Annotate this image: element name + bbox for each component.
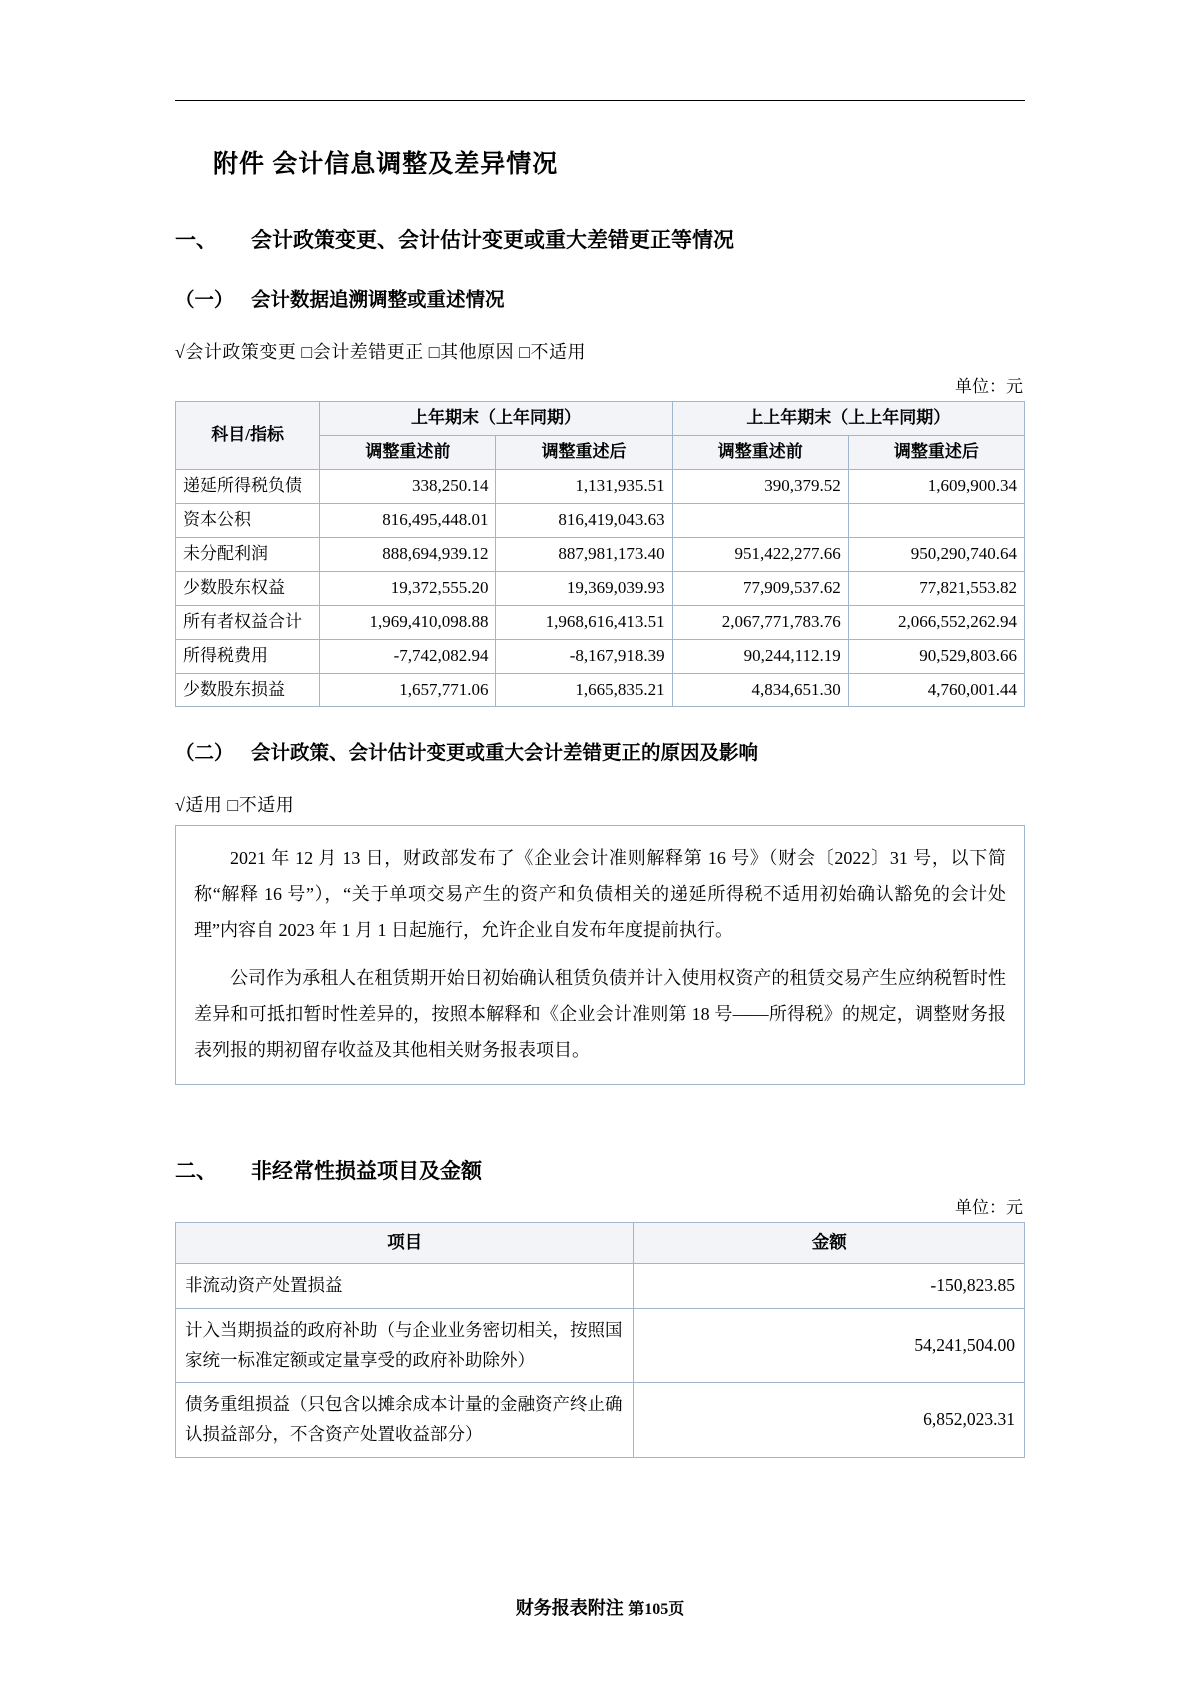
section-1-heading <box>175 224 1025 254</box>
row-value: 4,834,651.30 <box>672 673 848 707</box>
th-after-1: 调整重述后 <box>496 435 672 469</box>
table-2-unit: 单位：元 <box>955 1198 1023 1218</box>
table-row <box>176 1264 1025 1309</box>
subsection-1-1-title: 会计数据追溯调整或重述情况 <box>251 290 505 311</box>
row-value <box>672 503 848 537</box>
table-row <box>176 537 1025 571</box>
row-label: 资本公积 <box>176 503 320 537</box>
row-value: 4,760,001.44 <box>848 673 1024 707</box>
table-header-row-group <box>176 402 1025 436</box>
row-value: -7,742,082.94 <box>320 639 496 673</box>
row-value: 1,665,835.21 <box>496 673 672 707</box>
table-header-row <box>176 1223 1025 1264</box>
page-title: 附件 会计信息调整及差异情况 <box>213 151 559 178</box>
explanation-box <box>175 825 1025 1085</box>
row-value: 888,694,939.12 <box>320 537 496 571</box>
row-label: 少数股东损益 <box>176 673 320 707</box>
th-item: 科目/指标 <box>176 402 320 470</box>
row-value: 1,609,900.34 <box>848 469 1024 503</box>
th-amount: 金额 <box>634 1223 1025 1264</box>
row-label: 递延所得税负债 <box>176 469 320 503</box>
page-content <box>175 0 1025 1458</box>
table-row <box>176 605 1025 639</box>
section-1-number: 一、 <box>175 228 217 252</box>
section-2-number: 二、 <box>175 1159 217 1184</box>
row-value <box>848 503 1024 537</box>
row-label: 所得税费用 <box>176 639 320 673</box>
section-1-title: 会计政策变更、会计估计变更或重大差错更正等情况 <box>251 228 734 252</box>
footer-label: 财务报表附注 <box>515 1598 624 1618</box>
row-value: 1,969,410,098.88 <box>320 605 496 639</box>
row-value: 1,131,935.51 <box>496 469 672 503</box>
row-value: 390,379.52 <box>672 469 848 503</box>
row-amount: 54,241,504.00 <box>634 1308 1025 1383</box>
table-row <box>176 503 1025 537</box>
row-value: 950,290,740.64 <box>848 537 1024 571</box>
th-item: 项目 <box>176 1223 634 1264</box>
row-label: 未分配利润 <box>176 537 320 571</box>
section-2-heading <box>175 1155 1025 1185</box>
th-group-last-year: 上年期末（上年同期） <box>320 402 672 436</box>
table-row <box>176 469 1025 503</box>
page-footer <box>0 1594 1200 1620</box>
row-value: 90,529,803.66 <box>848 639 1024 673</box>
row-value: 338,250.14 <box>320 469 496 503</box>
table-1-unit: 单位：元 <box>955 377 1023 396</box>
row-value: 816,495,448.01 <box>320 503 496 537</box>
subsection-1-1-number: （一） <box>175 290 234 311</box>
section-2 <box>175 1155 1025 1458</box>
table-row <box>176 571 1025 605</box>
row-value: 19,369,039.93 <box>496 571 672 605</box>
table-row <box>176 639 1025 673</box>
row-value: 1,657,771.06 <box>320 673 496 707</box>
row-value: 816,419,043.63 <box>496 503 672 537</box>
table-row <box>176 1383 1025 1458</box>
row-label: 所有者权益合计 <box>176 605 320 639</box>
th-group-year-before-last: 上上年期末（上上年同期） <box>672 402 1024 436</box>
explanation-paragraph-2: 公司作为承租人在租赁期开始日初始确认租赁负债并计入使用权资产的租赁交易产生应纳税暂时性差异和可抵扣暂时性差异的，按照本解释和《企业会计准则第 18 号——所得税》的规定，调整财务报表列报的期初留存收益及其他相关财务报表项目。 <box>194 968 1006 1061</box>
row-value: 887,981,173.40 <box>496 537 672 571</box>
row-amount: -150,823.85 <box>634 1264 1025 1309</box>
subsection-1-1-heading <box>175 284 1025 312</box>
subsection-1-2-title: 会计政策、会计估计变更或重大会计差错更正的原因及影响 <box>251 743 759 765</box>
row-value: 1,968,616,413.51 <box>496 605 672 639</box>
row-value: 2,067,771,783.76 <box>672 605 848 639</box>
explanation-paragraph-1: 2021 年 12 月 13 日，财政部发布了《企业会计准则解释第 16 号》（财会〔2022〕31 号，以下简称“解释 16 号”），“关于单项交易产生的资产和负债相关的递延所得税不适用初始确认豁免的会计处理”内容自 2023 年 1 月 1 日起施行，允许企业自发布年度提前执行。 <box>194 848 1006 941</box>
retro-adjustment-options: √会计政策变更 □会计差错更正 □其他原因 □不适用 <box>175 342 586 362</box>
table-row <box>176 1308 1025 1383</box>
th-before-1: 调整重述前 <box>320 435 496 469</box>
row-item: 计入当期损益的政府补助（与企业业务密切相关，按照国家统一标准定额或定量享受的政府补助除外） <box>176 1308 634 1383</box>
row-value: 19,372,555.20 <box>320 571 496 605</box>
applicability-options: √适用 □不适用 <box>175 795 295 816</box>
subsection-1-2-heading <box>175 737 1025 765</box>
table-row <box>176 673 1025 707</box>
row-label: 少数股东权益 <box>176 571 320 605</box>
row-value: 90,244,112.19 <box>672 639 848 673</box>
header-rule <box>175 100 1025 101</box>
row-value: -8,167,918.39 <box>496 639 672 673</box>
th-before-2: 调整重述前 <box>672 435 848 469</box>
subsection-1-2-number: （二） <box>175 743 234 765</box>
section-2-title: 非经常性损益项目及金额 <box>251 1159 482 1184</box>
accounting-adjustment-table <box>175 401 1025 707</box>
row-item: 债务重组损益（只包含以摊余成本计量的金融资产终止确认损益部分，不含资产处置收益部分） <box>176 1383 634 1458</box>
row-amount: 6,852,023.31 <box>634 1383 1025 1458</box>
row-value: 2,066,552,262.94 <box>848 605 1024 639</box>
footer-page-number: 第105页 <box>628 1601 685 1618</box>
non-recurring-items-table <box>175 1222 1025 1458</box>
row-item: 非流动资产处置损益 <box>176 1264 634 1309</box>
th-after-2: 调整重述后 <box>848 435 1024 469</box>
row-value: 77,821,553.82 <box>848 571 1024 605</box>
row-value: 951,422,277.66 <box>672 537 848 571</box>
row-value: 77,909,537.62 <box>672 571 848 605</box>
